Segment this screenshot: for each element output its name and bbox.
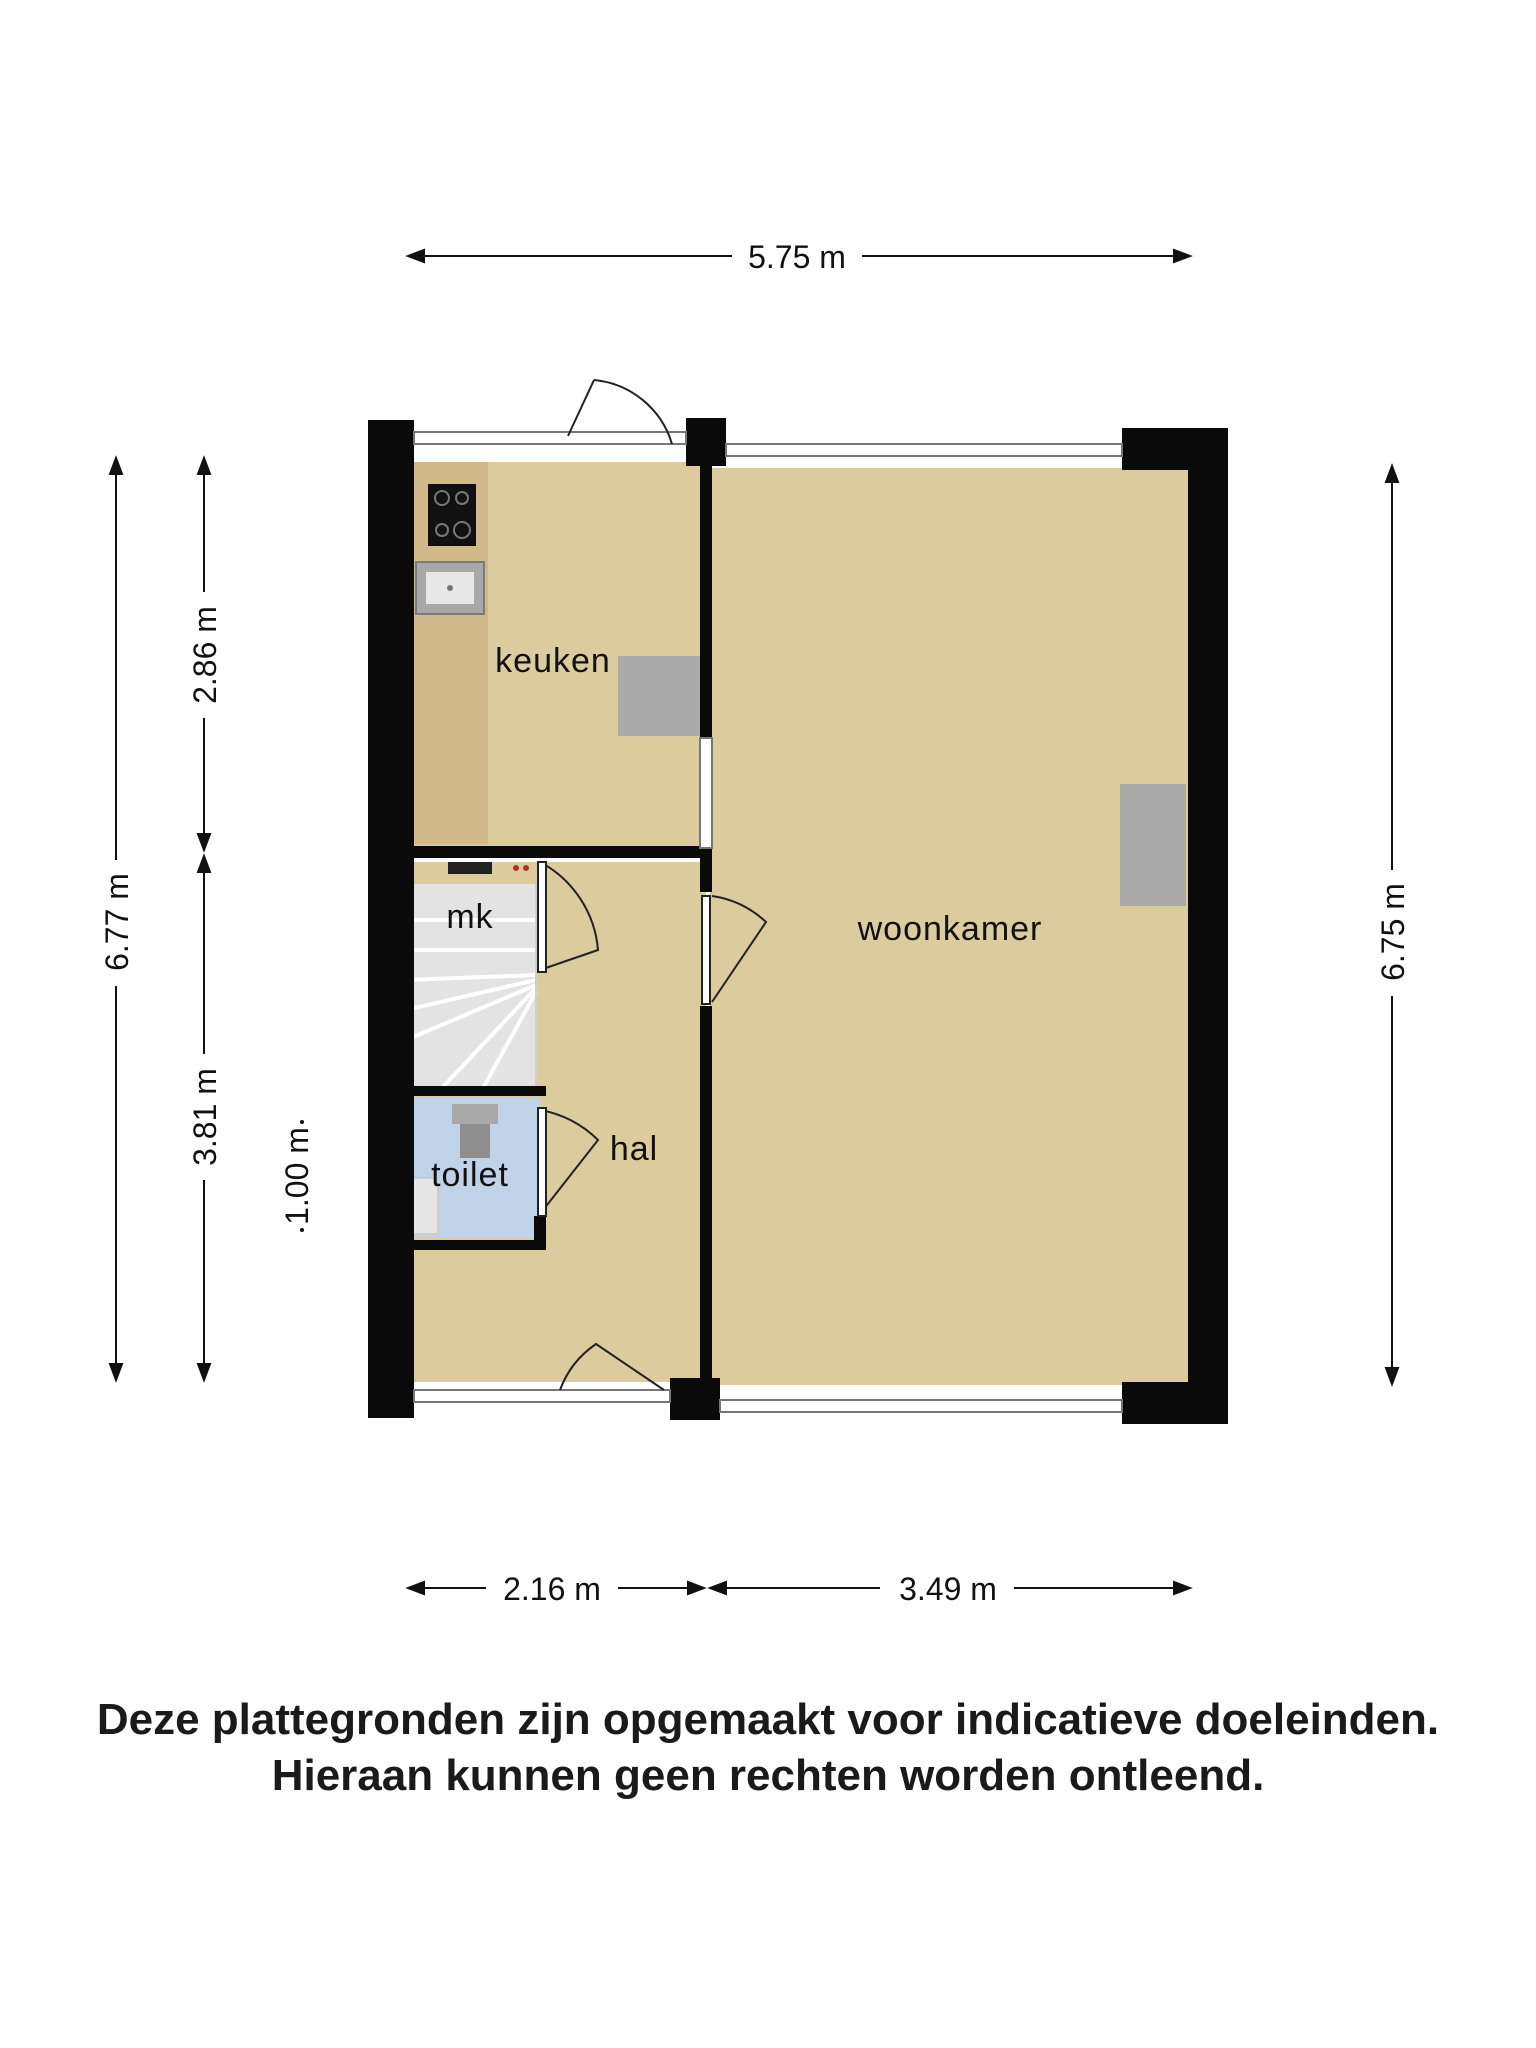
woonkamer-fixture (1120, 784, 1186, 906)
dim-left-total: 6.77 m (99, 873, 135, 971)
disclaimer-line-1: Deze plattegronden zijn opgemaakt voor indicatieve doeleinden. (96, 1695, 1440, 1744)
dim-bottom-left: 2.16 m (503, 1571, 601, 1607)
dim-bottom-right: 3.49 m (899, 1571, 997, 1607)
cooktop-icon (428, 484, 476, 546)
dim-left-upper: 2.86 m (187, 606, 223, 704)
room-label-keuken: keuken (495, 642, 611, 680)
disclaimer-line-2: Hieraan kunnen geen rechten worden ontleend. (271, 1751, 1265, 1800)
ceiling-marker (300, 1228, 304, 1232)
room-label-hal: hal (609, 1130, 659, 1168)
room-label-toilet: toilet (431, 1156, 509, 1194)
room-label-mk: mk (446, 898, 494, 936)
room-label-woonkamer: woonkamer (857, 910, 1043, 948)
dim-left-lower: 3.81 m (187, 1068, 223, 1166)
toilet-icon (452, 1104, 498, 1124)
dim-right-height: 6.75 m (1375, 883, 1411, 981)
keuken-table (618, 656, 700, 736)
dim-top-width: 5.75 m (748, 239, 846, 275)
dim-ceiling-note: 1.00 m (279, 1127, 315, 1225)
meter-icon (448, 862, 492, 874)
ceiling-marker (300, 1120, 304, 1124)
disclaimer (0, 1692, 1536, 1804)
